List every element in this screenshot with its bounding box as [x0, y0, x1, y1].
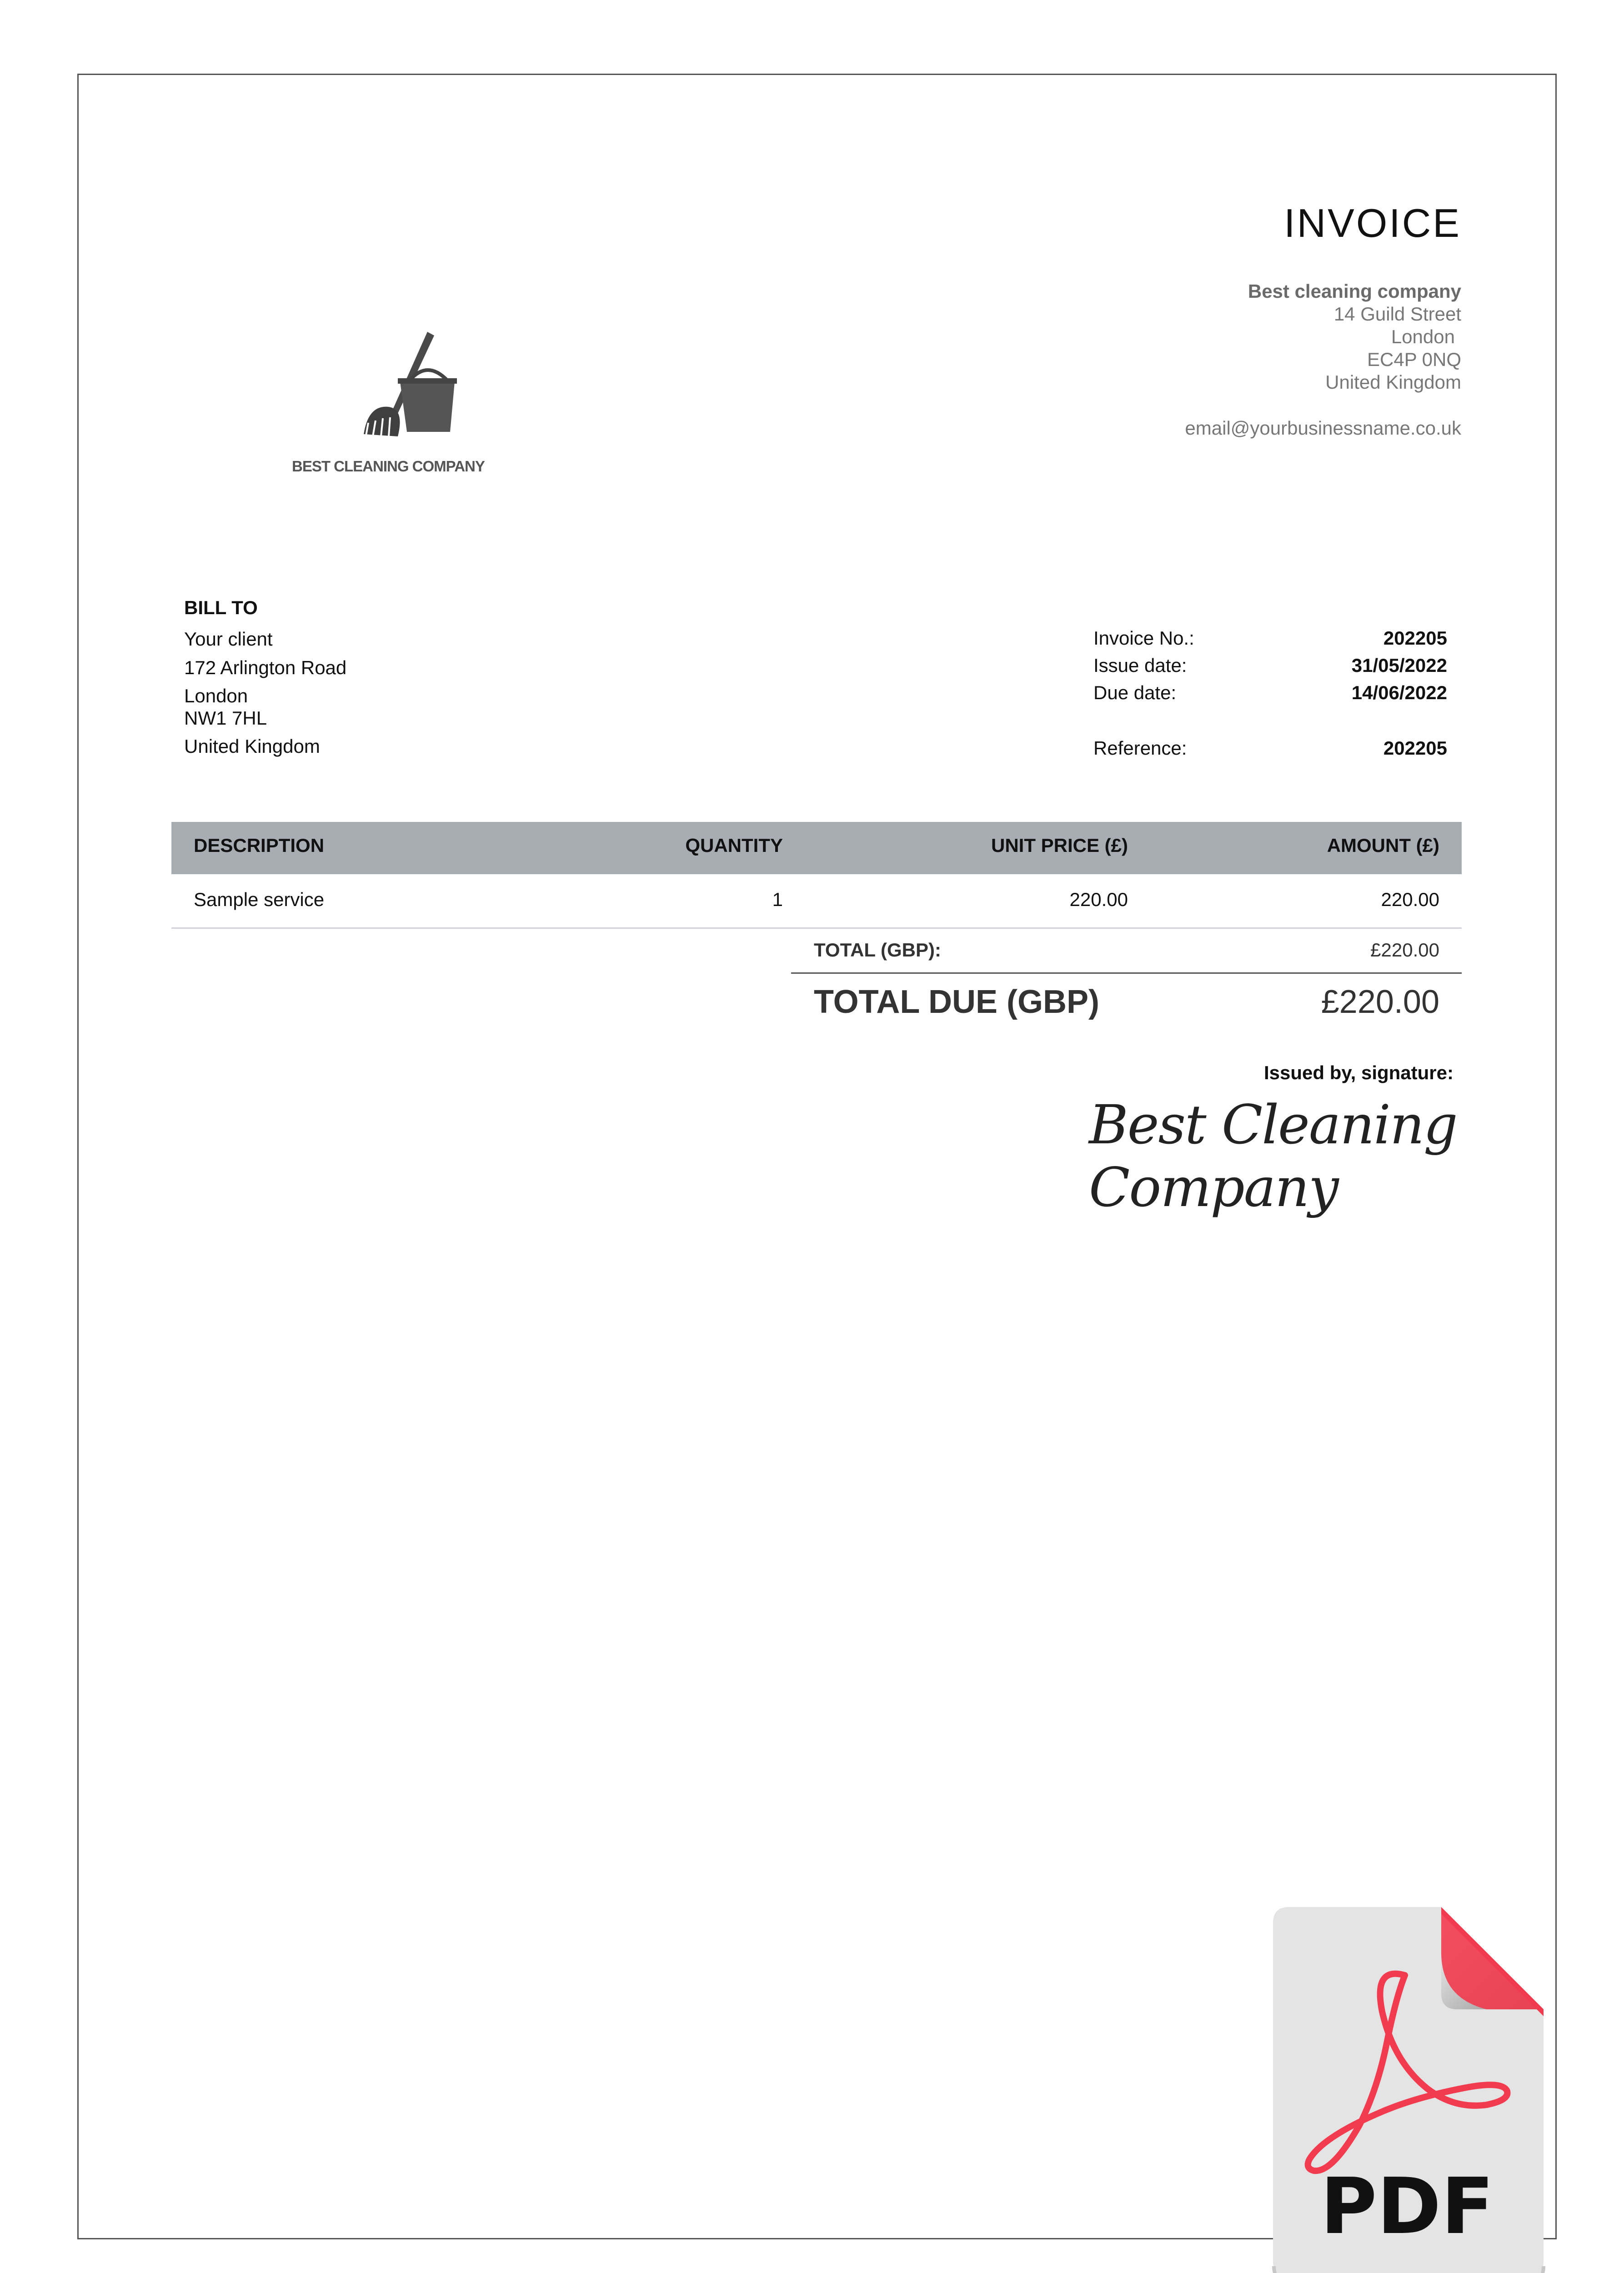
issue-date-value: 31/05/2022 — [1351, 655, 1447, 676]
invoice-no-value: 202205 — [1383, 627, 1447, 649]
due-date-label: Due date: — [1093, 682, 1177, 703]
total-due-label: TOTAL DUE (GBP) — [814, 984, 1099, 1020]
row-quantity: 1 — [772, 889, 783, 910]
col-unit-price-header: UNIT PRICE (£) — [991, 835, 1128, 856]
cleaning-logo-icon — [341, 327, 468, 446]
due-date-value: 14/06/2022 — [1351, 682, 1447, 703]
invoice-no-label: Invoice No.: — [1093, 627, 1194, 649]
col-quantity-header: QUANTITY — [685, 835, 783, 856]
items-table-header — [171, 822, 1462, 874]
total-label: TOTAL (GBP): — [814, 939, 941, 961]
row-amount: 220.00 — [1381, 889, 1439, 910]
logo-text: BEST CLEANING COMPANY — [292, 458, 485, 475]
pdf-file-icon — [1268, 1907, 1546, 2273]
business-postcode: EC4P 0NQ — [1367, 349, 1461, 370]
client-city: London — [184, 685, 248, 706]
business-country: United Kingdom — [1325, 371, 1461, 393]
invoice-title: INVOICE — [1284, 200, 1461, 245]
row-divider — [171, 927, 1462, 929]
business-name: Best cleaning company — [1248, 280, 1461, 302]
business-city: London — [1391, 326, 1455, 347]
reference-value: 202205 — [1383, 737, 1447, 759]
business-street: 14 Guild Street — [1333, 303, 1461, 325]
business-email: email@yourbusinessname.co.uk — [1185, 417, 1461, 439]
reference-label: Reference: — [1093, 737, 1187, 759]
bill-to-heading: BILL TO — [184, 597, 258, 618]
issue-date-label: Issue date: — [1093, 655, 1187, 676]
signature: Best Cleaning Company — [1089, 1093, 1457, 1219]
row-description: Sample service — [194, 889, 325, 910]
col-amount-header: AMOUNT (£) — [1327, 835, 1439, 856]
pdf-label: PDF — [1320, 2162, 1494, 2252]
row-unit-price: 220.00 — [1069, 889, 1128, 910]
total-due-value: £220.00 — [1321, 984, 1439, 1020]
client-postcode: NW1 7HL — [184, 707, 267, 729]
client-name: Your client — [184, 628, 273, 650]
total-value: £220.00 — [1370, 939, 1439, 961]
col-description-header: DESCRIPTION — [194, 835, 325, 856]
totals-divider — [791, 972, 1462, 974]
client-street: 172 Arlington Road — [184, 657, 347, 678]
client-country: United Kingdom — [184, 736, 320, 757]
signature-label: Issued by, signature: — [1264, 1062, 1454, 1083]
